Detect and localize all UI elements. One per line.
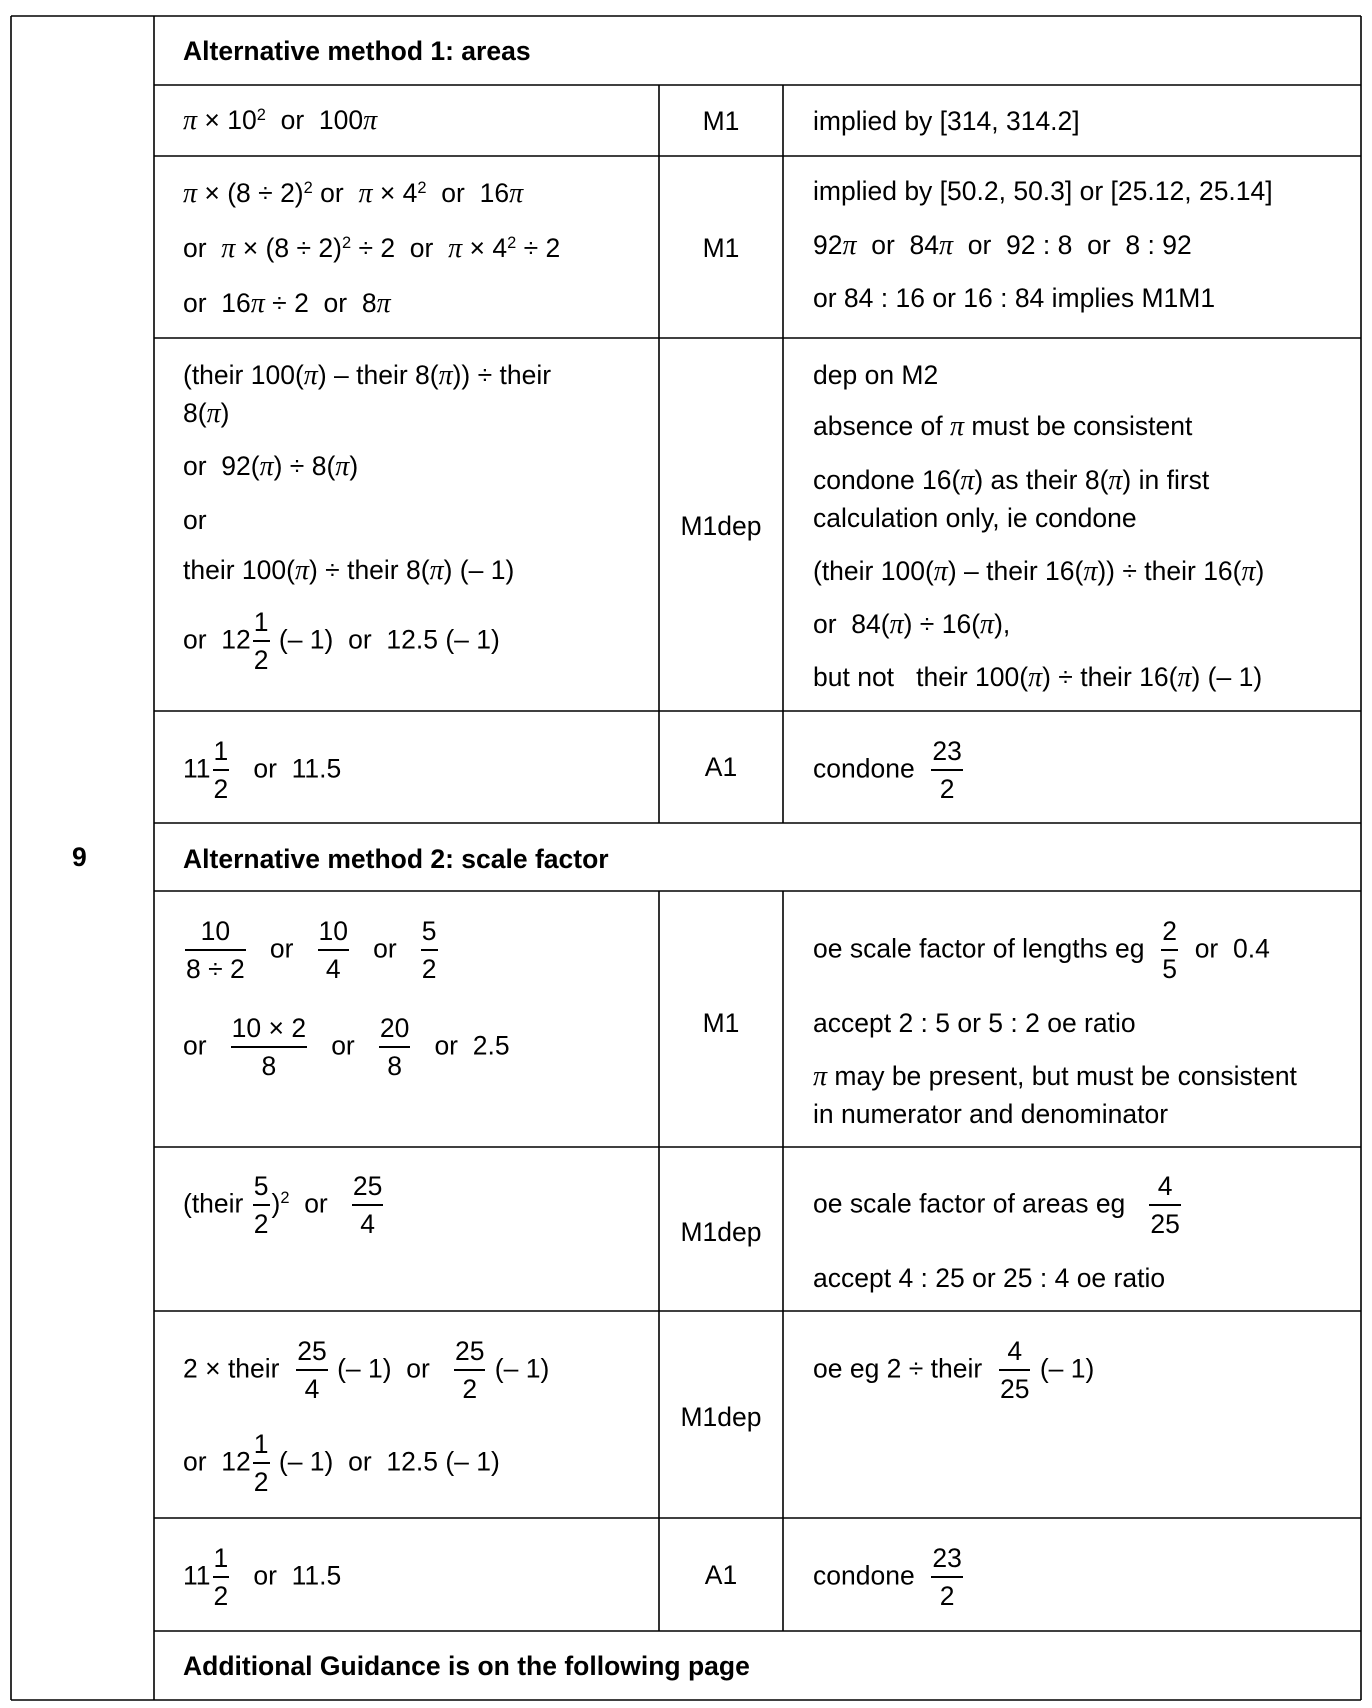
question-number: 9 <box>72 842 87 872</box>
method1-heading: Alternative method 1: areas <box>183 36 531 66</box>
fraction: $\frac{5}{2}$ <box>421 916 437 985</box>
fraction: $\frac{1}{2}$ <box>213 736 229 805</box>
fraction: $\frac{23}{2}$ <box>932 736 962 805</box>
method2-row1-note-line4: in numerator and denominator <box>813 1099 1169 1129</box>
method1-row4-mark: A1 <box>704 752 738 782</box>
method2-row3-note: oe eg 2 ÷ their $\frac{4}{25}$ (– 1) <box>813 1336 1095 1405</box>
method1-row3-working-line3: or 92(π) ÷ 8(π) <box>183 451 359 482</box>
method2-row1-note-line3: π may be present, but must be consistent <box>813 1061 1297 1092</box>
method1-row2-working-line1: $\pi \times (8 \div 2)^2$ or $\pi \times 4^2$ or 16π <box>183 178 524 209</box>
method2-row2-working: (their $\frac{5}{2}$ )$^2$ or $\frac{25}{4}$ <box>183 1171 383 1240</box>
fraction: $\frac{23}{2}$ <box>932 1543 962 1612</box>
method2-row3-mark: M1dep <box>680 1402 762 1432</box>
method2-heading: Alternative method 2: scale factor <box>183 844 609 874</box>
method1-row3-note-line7: but not their 100(π) ÷ their 16(π) (– 1) <box>813 662 1263 693</box>
fraction: $\frac{20}{8}$ <box>379 1013 410 1082</box>
method1-row4-working: 11 $\frac{1}{2}$ or 11.5 <box>183 736 342 805</box>
method1-row3-working-line2: 8(π) <box>183 398 230 429</box>
method2-row3-working-line1: 2 × their $\frac{25}{4}$ (– 1) or $\frac{25}{2}$ (– 1) <box>183 1336 550 1405</box>
fraction: $\frac{1}{2}$ <box>253 607 269 676</box>
method1-row3-note-line4: calculation only, ie condone <box>813 503 1137 533</box>
method1-row1-mark: M1 <box>702 106 740 136</box>
method1-row2-mark: M1 <box>702 233 740 263</box>
method1-row4-note: condone $\frac{23}{2}$ <box>813 736 962 805</box>
method2-row1-note-line2: accept 2 : 5 or 5 : 2 oe ratio <box>813 1008 1136 1038</box>
method2-row2-mark: M1dep <box>680 1217 762 1247</box>
method1-row1-working: $\pi \times 10^2$ or 100π <box>183 105 378 136</box>
method1-row2-working-line2: or $\pi \times (8 \div 2)^2 \div 2$ or $\pi \times 4^2 \div 2$ <box>183 233 561 264</box>
method1-row3-note-line6: or 84(π) ÷ 16(π), <box>813 609 1011 640</box>
fraction: $\frac{25}{4}$ <box>297 1336 327 1405</box>
method1-row3-working-line5: their 100(π) ÷ their 8(π) (– 1) <box>183 555 515 586</box>
fraction: $\frac{10}{8 \div 2}$ <box>186 916 245 985</box>
fraction: $\frac{25}{4}$ <box>352 1171 383 1240</box>
fraction: $\frac{4}{25}$ <box>999 1336 1030 1405</box>
method1-row3-note-line2: absence of π must be consistent <box>813 411 1193 442</box>
method1-row3-mark: M1dep <box>680 511 762 541</box>
method2-row4-working: 11 $\frac{1}{2}$ or 11.5 <box>183 1543 342 1612</box>
method1-row2-working-line3: or 16π ÷ 2 or 8π <box>183 288 391 319</box>
fraction: $\frac{10}{4}$ <box>318 916 348 985</box>
method1-row2-note-line1: implied by [50.2, 50.3] or [25.12, 25.14] <box>813 176 1273 206</box>
method2-row2-note-line1: oe scale factor of areas eg $\frac{4}{25}$ <box>813 1171 1180 1240</box>
method2-row2-note-line2: accept 4 : 25 or 25 : 4 oe ratio <box>813 1263 1166 1293</box>
additional-guidance-note: Additional Guidance is on the following page <box>183 1651 750 1681</box>
method2-row4-note: condone $\frac{23}{2}$ <box>813 1543 962 1612</box>
method2-row1-mark: M1 <box>702 1008 740 1038</box>
method2-row1-working-line1: $\frac{10}{8 \div 2}$ or $\frac{10}{4}$ or $\frac{5}{2}$ <box>186 916 437 985</box>
method2-row4-mark: A1 <box>704 1560 738 1590</box>
method2-row1-working-line2: or $\frac{10 \times 2}{8}$ or $\frac{20}{8}$ or 2.5 <box>183 1013 510 1082</box>
method1-row3-note-line3: condone 16(π) as their 8(π) in first <box>813 465 1210 496</box>
method1-row3-working-line4: or <box>183 505 207 535</box>
fraction: $\frac{25}{2}$ <box>454 1336 485 1405</box>
method1-row2-note-line3: or 84 : 16 or 16 : 84 implies M1M1 <box>813 283 1216 313</box>
method2-row1-note-line1: oe scale factor of lengths eg $\frac{2}{5}$ or 0.4 <box>813 916 1270 985</box>
method1-row1-note: implied by [314, 314.2] <box>813 106 1080 136</box>
method1-row2-note-line2: 92π or 84π or 92 : 8 or 8 : 92 <box>813 230 1192 261</box>
fraction: $\frac{1}{2}$ <box>253 1429 269 1498</box>
method1-row3-working-line1: (their 100(π) – their 8(π)) ÷ their <box>183 360 552 391</box>
method1-row3-note-line1: dep on M2 <box>813 360 939 390</box>
method1-row3-note-line5: (their 100(π) – their 16(π)) ÷ their 16(π) <box>813 556 1265 587</box>
fraction: $\frac{5}{2}$ <box>253 1171 269 1240</box>
method1-row3-working-line6: or 12 $\frac{1}{2}$ (– 1) or 12.5 (– 1) <box>183 607 500 676</box>
fraction: $\frac{2}{5}$ <box>1162 916 1177 985</box>
fraction: $\frac{4}{25}$ <box>1150 1171 1180 1240</box>
method2-row3-working-line2: or 12 $\frac{1}{2}$ (– 1) or 12.5 (– 1) <box>183 1429 500 1498</box>
fraction: $\frac{1}{2}$ <box>213 1543 229 1612</box>
fraction: $\frac{10 \times 2}{8}$ <box>231 1013 307 1082</box>
